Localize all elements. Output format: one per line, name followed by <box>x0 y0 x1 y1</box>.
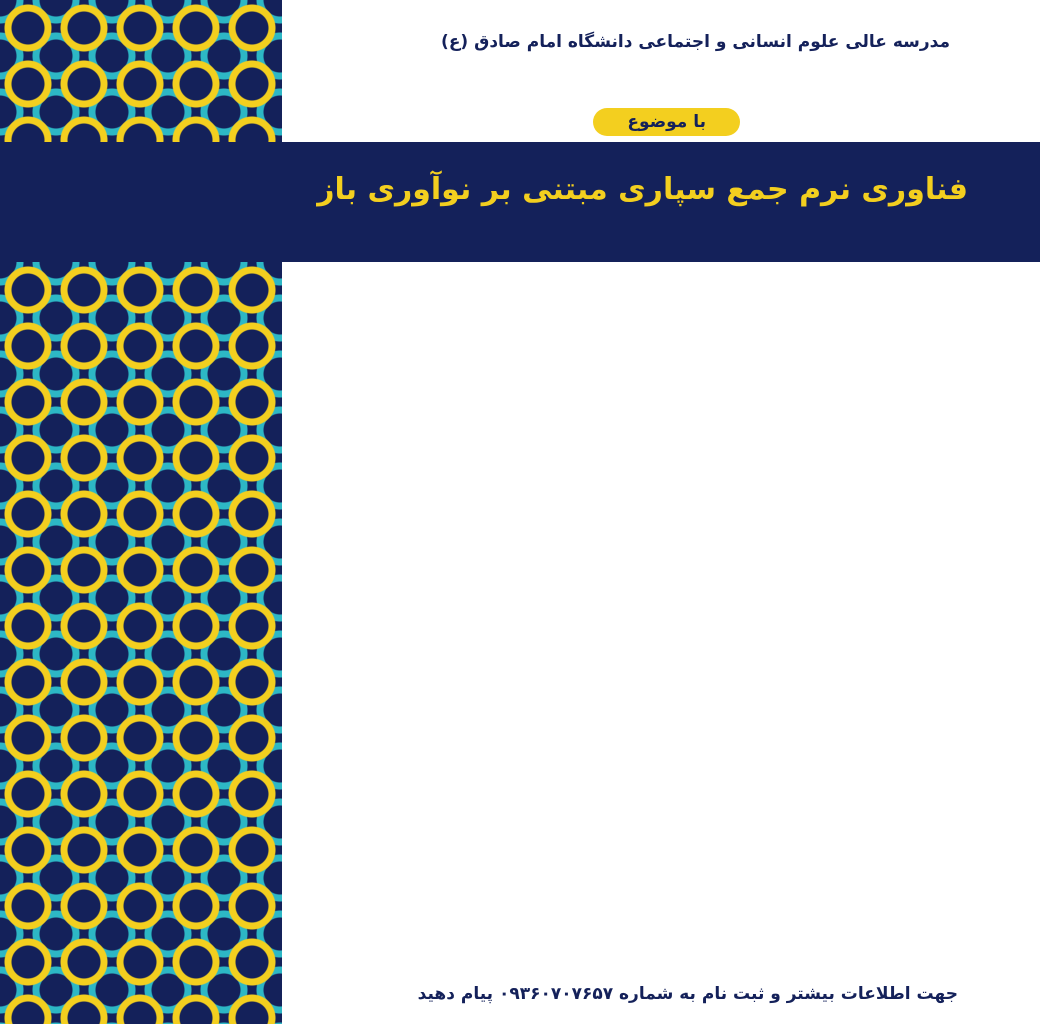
topic-badge: با موضوع <box>593 108 740 136</box>
title-band <box>0 142 1040 262</box>
header-line1: مدرسه عالی علوم انسانی و اجتماعی دانشگاه امام صادق (ع) <box>441 32 950 52</box>
pattern-top <box>0 0 282 142</box>
header <box>282 0 1040 142</box>
pattern-left <box>0 262 282 1024</box>
main-title: فناوری نرم جمع سپاری مبتنی بر نوآوری باز <box>317 172 968 207</box>
content-panel <box>282 262 1040 1024</box>
contact-line: جهت اطلاعات بیشتر و ثبت نام به شماره ۰۹۳۶۰۷۰۷۶۵۷ پیام دهید <box>417 984 958 1004</box>
